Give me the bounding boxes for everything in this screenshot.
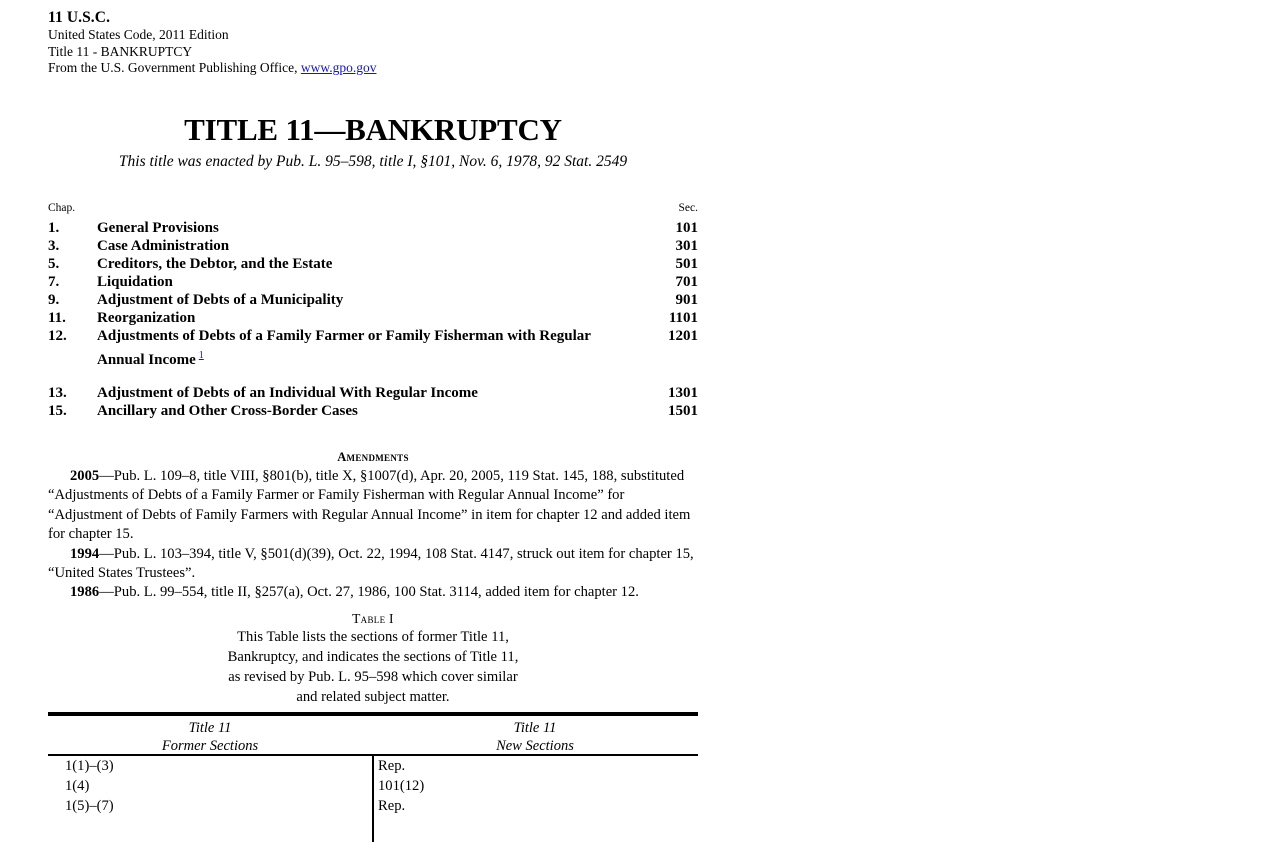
toc-entry-15[interactable] [48, 402, 698, 420]
toc-section-number: 501 [675, 256, 698, 272]
table-header-row [48, 716, 698, 754]
toc-chapter-name: Ancillary and Other Cross-Border Cases [97, 403, 358, 419]
toc-section-number: 1101 [668, 310, 698, 326]
amendments-section [48, 449, 698, 603]
toc-number: 13. [48, 385, 67, 401]
amendment-year: 1986 [70, 584, 100, 601]
toc-chapter-name: Reorganization [97, 310, 196, 326]
table-header-new-line1: Title 11 [513, 720, 557, 736]
usc-code-label: 11 U.S.C. [48, 9, 111, 26]
table-one-description-line-4: and related subject matter. [296, 689, 450, 705]
toc-chapter-name: Creditors, the Debtor, and the Estate [97, 256, 333, 272]
toc-entry-12[interactable] [48, 327, 698, 368]
toc-number: 12. [48, 328, 67, 344]
page-title: TITLE 11—BANKRUPTCY [184, 112, 562, 147]
toc-section-number: 101 [675, 220, 698, 236]
amendment-note-1994 [48, 545, 698, 584]
table-header-former-line2: Former Sections [161, 738, 259, 754]
masthead [48, 8, 708, 77]
table-one-description-line-2: Bankruptcy, and indicates the sections of Title 11, [227, 649, 519, 665]
toc-number: 15. [48, 403, 67, 419]
amendment-text: —Pub. L. 109–8, title VIII, §801(b), title X, §1007(d), Apr. 20, 2005, 119 Stat. 145, 188, substituted “Adjustments of Debts of a Family Farmer or Family Fisherman with Regular Annual Income” for “Adjustment of Debts of Family Farmers with Regular Annual Income” in item for chapter 12 and added item for chapter 15. [48, 468, 691, 543]
table-cell-former: 1(1)–(3) [65, 757, 114, 774]
table-cell-former: 1(5)–(7) [65, 797, 114, 814]
table-body [48, 756, 698, 842]
table-one-description-line-3: as revised by Pub. L. 95–598 which cover similar [228, 669, 518, 685]
toc-chap-header: Chap. [48, 202, 76, 214]
toc-sec-header: Sec. [678, 202, 698, 214]
table-header-new-sections [372, 719, 698, 755]
table-one-intro [48, 610, 698, 707]
toc-column-headers [48, 202, 698, 219]
toc-number: 9. [48, 292, 60, 308]
toc-entry-1[interactable] [48, 219, 698, 237]
title-label: Title 11 - BANKRUPTCY [48, 43, 193, 59]
toc-number: 1. [48, 220, 60, 236]
amendment-text: —Pub. L. 99–554, title II, §257(a), Oct. 27, 1986, 100 Stat. 3114, added item for chapter 12. [99, 584, 639, 601]
amendment-year: 2005 [70, 468, 100, 484]
footnote-ref-icon[interactable]: 1 [198, 350, 204, 361]
toc-number: 11. [48, 310, 66, 326]
table-one [48, 712, 698, 842]
amendment-note-1986 [48, 583, 698, 602]
toc-chapter-name: General Provisions [97, 220, 219, 236]
toc-section-number: 701 [675, 274, 698, 290]
toc-chapter-name: Liquidation [97, 274, 173, 290]
table-one-title: Table I [352, 611, 394, 626]
toc-chapter-name [97, 327, 637, 369]
toc-number: 3. [48, 238, 60, 254]
toc-section-number: 301 [675, 238, 698, 254]
toc-entry-7[interactable] [48, 273, 698, 291]
source-line [48, 60, 708, 77]
toc-chapter-name: Adjustment of Debts of a Municipality [97, 292, 344, 308]
amendment-text: —Pub. L. 103–394, title V, §501(d)(39), Oct. 22, 1994, 108 Stat. 4147, struck out item for chapter 15, “United States Trustees”. [48, 545, 694, 582]
toc-entry-5[interactable] [48, 255, 698, 273]
table-header-former-sections [48, 719, 372, 755]
table-row [48, 756, 698, 776]
edition-label: United States Code, 2011 Edition [48, 27, 229, 42]
toc-entry-9[interactable] [48, 291, 698, 309]
toc-entry-11[interactable] [48, 309, 698, 327]
table-cell-new: Rep. [378, 797, 406, 814]
table-header-former-line1: Title 11 [188, 720, 232, 736]
table-row [48, 796, 698, 816]
toc-section-number: 1301 [668, 385, 698, 401]
toc-entry-13[interactable] [48, 384, 698, 402]
table-one-description-line-1: This Table lists the sections of former Title 11, [237, 629, 509, 645]
toc-section-number: 1201 [668, 328, 698, 344]
gpo-link[interactable]: www.gpo.gov [300, 60, 377, 75]
amendment-note-2005 [48, 467, 698, 545]
amendments-heading: Amendments [337, 450, 409, 464]
toc-chapter-name-line1: Adjustments of Debts of a Family Farmer or Family Fisherman with Regular [97, 328, 591, 344]
table-cell-new: 101(12) [378, 777, 425, 794]
toc-chapter-name: Adjustment of Debts of an Individual With Regular Income [97, 385, 478, 401]
source-prefix: From the U.S. Government Publishing Office, [48, 60, 301, 75]
table-cell-former: 1(4) [65, 777, 90, 794]
toc-entry-3[interactable] [48, 237, 698, 255]
chapter-toc [48, 202, 698, 420]
enactment-note: This title was enacted by Pub. L. 95–598, title I, §101, Nov. 6, 1978, 92 Stat. 2549 [118, 153, 628, 170]
toc-section-number: 901 [675, 292, 698, 308]
table-header-new-line2: New Sections [496, 738, 574, 754]
table-row [48, 776, 698, 796]
amendment-year: 1994 [70, 545, 100, 562]
table-cell-new: Rep. [378, 757, 406, 774]
toc-chapter-name: Case Administration [97, 238, 230, 254]
toc-number: 7. [48, 274, 60, 290]
toc-number: 5. [48, 256, 60, 272]
toc-chapter-name-line2: Annual Income $^1$ [97, 350, 204, 368]
toc-section-number: 1501 [668, 403, 698, 419]
